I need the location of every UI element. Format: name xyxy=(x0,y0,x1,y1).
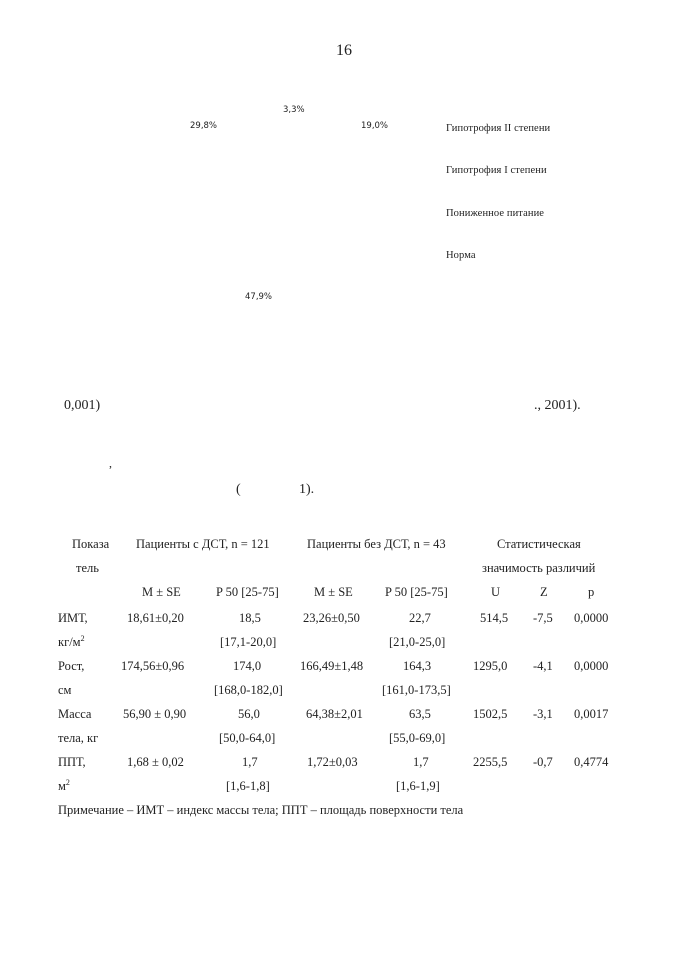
cell-median: 174,0 xyxy=(233,659,262,673)
legend-item: Норма xyxy=(446,250,476,261)
cell-p: 0,4774 xyxy=(574,755,609,769)
cell-m-se: 174,56±0,96 xyxy=(121,659,185,673)
cell-m-se: 1,72±0,03 xyxy=(307,755,358,769)
table-header-indicator: Показа xyxy=(72,537,110,551)
cell-z: -0,7 xyxy=(533,755,553,769)
cell-z: -3,1 xyxy=(533,707,553,721)
cell-iqr: [168,0-182,0] xyxy=(214,683,283,697)
table-header-stat-cont: значимость различий xyxy=(482,561,596,575)
text-fragment: 1). xyxy=(299,482,315,497)
legend-item: Гипотрофия II степени xyxy=(446,123,551,134)
row-indicator: ППТ, xyxy=(58,755,86,769)
table-header-indicator-cont: тель xyxy=(76,561,99,575)
cell-median: 1,7 xyxy=(242,755,258,769)
page-number: 16 xyxy=(336,42,352,59)
row-indicator-cont: тела, кг xyxy=(58,731,99,745)
row-indicator-cont: $кг/м^2$ xyxy=(58,633,85,649)
text-fragment: ( xyxy=(236,482,241,497)
table-header-p50: P 50 [25-75] xyxy=(216,585,279,599)
text-fragment: , xyxy=(109,456,112,470)
cell-iqr: [55,0-69,0] xyxy=(389,731,446,745)
table-header-group-dst: Пациенты с ДСТ, n = 121 xyxy=(136,537,270,551)
cell-m-se: 166,49±1,48 xyxy=(300,659,364,673)
legend-item: Пониженное питание xyxy=(446,208,545,219)
table-header-u: U xyxy=(491,585,501,599)
cell-p: 0,0000 xyxy=(574,611,609,625)
pie-label-norm: 47,9% xyxy=(245,292,273,302)
cell-m-se: 23,26±0,50 xyxy=(303,611,360,625)
row-indicator: ИМТ, xyxy=(58,611,88,625)
cell-u: 514,5 xyxy=(480,611,509,625)
cell-iqr: [17,1-20,0] xyxy=(220,635,277,649)
legend-item: Гипотрофия I степени xyxy=(446,165,547,176)
row-indicator-cont: $м^2$ xyxy=(58,777,70,793)
table-header-mse: M ± SE xyxy=(142,585,181,599)
cell-iqr: [161,0-173,5] xyxy=(382,683,451,697)
cell-u: 2255,5 xyxy=(473,755,508,769)
table-header-p: p xyxy=(588,585,595,599)
text-fragment: ., 2001). xyxy=(534,398,581,413)
cell-median: 56,0 xyxy=(238,707,260,721)
row-indicator: Рост, xyxy=(58,659,85,673)
table-note: Примечание – ИМТ – индекс массы тела; ППТ – площадь поверхности тела xyxy=(58,803,464,817)
cell-m-se: 56,90 ± 0,90 xyxy=(123,707,187,721)
table-header-group-nodst: Пациенты без ДСТ, n = 43 xyxy=(307,537,446,551)
table-header-p50: P 50 [25-75] xyxy=(385,585,448,599)
cell-m-se: 18,61±0,20 xyxy=(127,611,184,625)
pie-label-hypotrophy-2: 3,3% xyxy=(283,105,305,115)
cell-median: 164,3 xyxy=(403,659,432,673)
cell-u: 1502,5 xyxy=(473,707,508,721)
cell-iqr: [1,6-1,9] xyxy=(396,779,440,793)
cell-p: 0,0000 xyxy=(574,659,609,673)
table-header-z: Z xyxy=(540,585,548,599)
cell-m-se: 64,38±2,01 xyxy=(306,707,363,721)
cell-median: 63,5 xyxy=(409,707,431,721)
pie-label-reduced: 19,0% xyxy=(361,121,389,131)
cell-iqr: [1,6-1,8] xyxy=(226,779,270,793)
row-indicator-cont: см xyxy=(58,683,72,697)
cell-iqr: [50,0-64,0] xyxy=(219,731,276,745)
cell-median: 1,7 xyxy=(413,755,429,769)
cell-u: 1295,0 xyxy=(473,659,508,673)
row-indicator: Масса xyxy=(58,707,92,721)
cell-p: 0,0017 xyxy=(574,707,609,721)
cell-m-se: 1,68 ± 0,02 xyxy=(127,755,184,769)
cell-iqr: [21,0-25,0] xyxy=(389,635,446,649)
cell-median: 18,5 xyxy=(239,611,261,625)
cell-median: 22,7 xyxy=(409,611,431,625)
table-header-mse: M ± SE xyxy=(314,585,353,599)
cell-z: -7,5 xyxy=(533,611,553,625)
text-fragment: 0,001) xyxy=(64,398,101,413)
cell-z: -4,1 xyxy=(533,659,553,673)
pie-label-hypotrophy-1: 29,8% xyxy=(190,121,218,131)
table-header-stat: Статистическая xyxy=(497,537,581,551)
